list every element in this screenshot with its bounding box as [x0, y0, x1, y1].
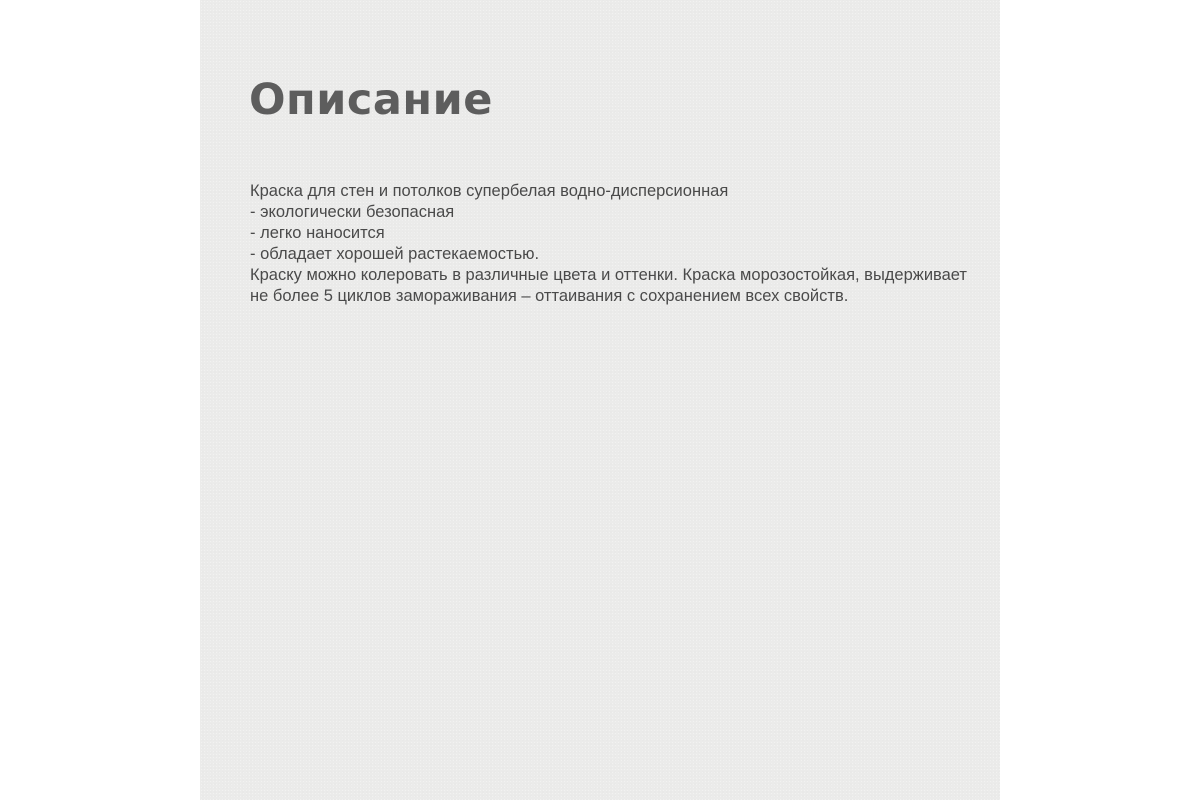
page-title: Описание — [249, 75, 493, 125]
description-text — [250, 181, 980, 307]
description-intro: Краска для стен и потолков супербелая водно-дисперсионная — [250, 182, 729, 200]
feature-item: - легко наносится — [250, 224, 385, 242]
feature-item: - экологически безопасная — [250, 203, 455, 221]
description-card — [200, 0, 1000, 800]
description-paragraph: Краску можно колеровать в различные цвета и оттенки. Краска морозостойкая, выдерживает не более 5 циклов замораживания – оттаивания с сохранением всех свойств. — [250, 266, 967, 305]
feature-item: - обладает хорошей растекаемостью. — [250, 245, 540, 263]
